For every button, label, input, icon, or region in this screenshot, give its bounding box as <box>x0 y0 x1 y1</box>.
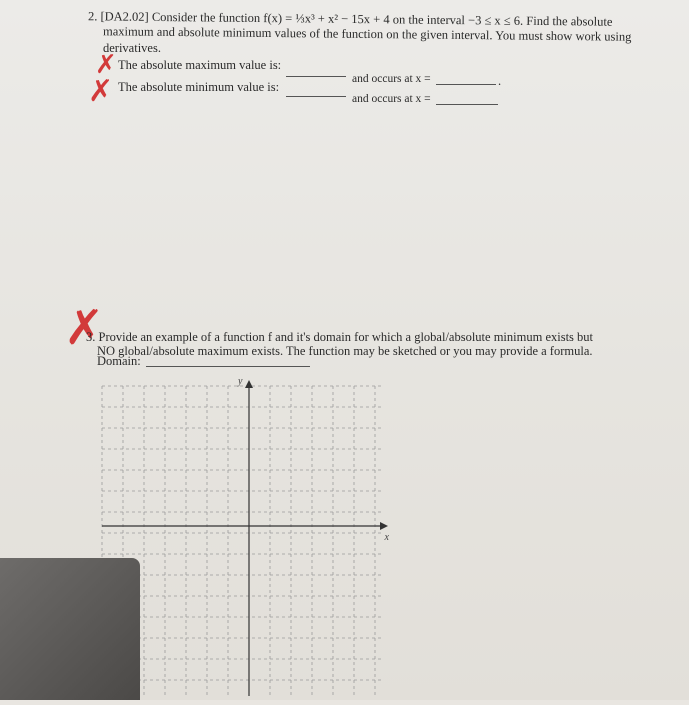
part-a-occurs-label: and occurs at x = <box>352 73 431 85</box>
dark-object <box>0 558 140 700</box>
problem-3-text-line2: NO global/absolute maximum exists. The function may be sketched or you may provide a formula. <box>97 344 593 358</box>
wrong-mark-icon: ✗ <box>88 74 114 109</box>
part-a-label: The absolute maximum value is: <box>118 58 282 72</box>
min-x-blank[interactable] <box>436 104 498 105</box>
problem-2-text-line1: 2. [DA2.02] Consider the function f(x) = ⅓x³ + x² − 15x + 4 on the interval −3 ≤ x ≤ 6. Find the absolute <box>87 9 613 29</box>
min-value-blank[interactable] <box>286 96 346 97</box>
coordinate-grid[interactable] <box>100 378 390 700</box>
wrong-mark-icon: ✗ <box>95 50 117 80</box>
max-x-blank[interactable] <box>436 84 496 85</box>
x-axis-label: x <box>384 532 389 543</box>
problem-3-text-line1: 3. Provide an example of a function f and it's domain for which a global/absolute minimum exists but <box>86 330 594 344</box>
problem-2-text-line2: maximum and absolute minimum values of the function on the given interval. You must show work using <box>102 24 632 44</box>
problem-2-text-line3: derivatives. <box>103 41 161 55</box>
domain-blank[interactable] <box>146 366 310 367</box>
part-a-period: . <box>498 74 502 88</box>
wrong-mark-icon: ✗ <box>64 300 105 356</box>
part-b-label: The absolute minimum value is: <box>118 80 280 94</box>
max-value-blank[interactable] <box>286 76 346 77</box>
grid-svg <box>100 378 390 700</box>
y-axis-arrow-icon <box>245 380 253 388</box>
domain-label: Domain: <box>97 354 141 368</box>
x-axis-arrow-icon <box>380 522 388 530</box>
y-axis-label: y <box>238 378 243 387</box>
part-b-occurs-label: and occurs at x = <box>352 93 431 105</box>
